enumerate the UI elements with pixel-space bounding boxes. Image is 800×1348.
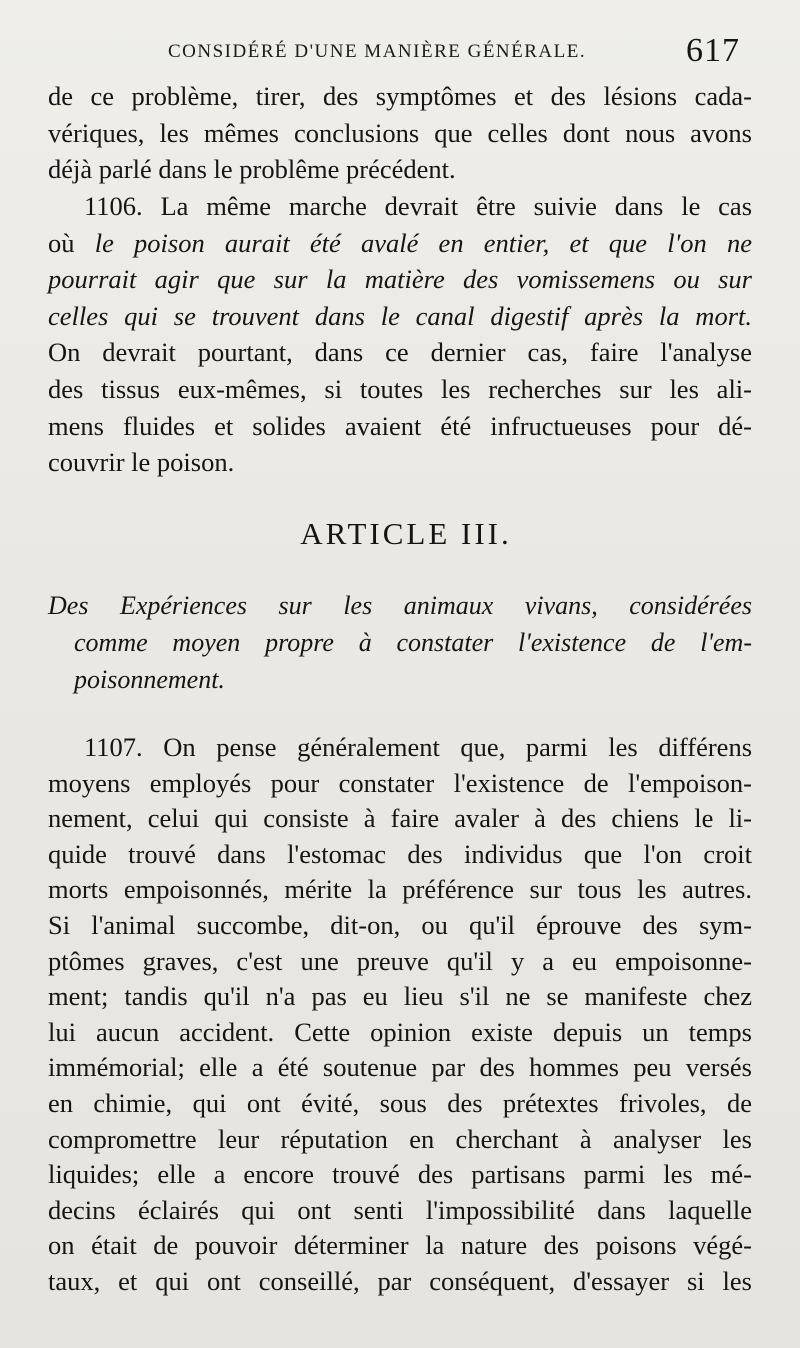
text-line [48, 225, 752, 262]
text-line [48, 188, 752, 225]
text-segment: La même marche devrait être suivie dans le cas [160, 191, 753, 221]
text-line: ment; tandis qu'il n'a pas eu lieu s'il ne se manifeste chez [48, 981, 752, 1012]
text-line: taux, et qui ont conseillé, par conséquent, d'essayer si les [48, 1265, 752, 1296]
text-line: compromettre leur réputation en cherchant à analyser les [48, 1123, 752, 1154]
text-line: quide trouvé dans l'estomac des individus que l'on croit [48, 838, 752, 869]
text-line: couvrir le poison. [48, 447, 235, 478]
text-line [48, 730, 752, 766]
subtitle-line: Des Expériences sur les animaux vivans, considérées [48, 591, 752, 620]
text-segment: On pense généralement que, parmi les différens [163, 732, 753, 762]
text-line: celles qui se trouvent dans le canal digestif après la mort. [48, 300, 752, 331]
text-line: on était de pouvoir déterminer la nature des poisons végé- [48, 1230, 752, 1261]
italic-segment: le poison aurait été avalé en entier, et que l'on ne [94, 227, 752, 258]
subtitle-line: comme moyen propre à constater l'existence de l'em- [74, 628, 752, 657]
text-line: vériques, les mêmes conclusions que celles dont nous avons [48, 117, 752, 148]
text-line: déjà parlé dans le problême précédent. [48, 154, 456, 185]
paragraph-1107 [48, 730, 752, 1300]
subtitle-line: poisonnement. [74, 665, 225, 694]
paragraph-1106 [48, 188, 752, 481]
text-line: immémorial; elle a été soutenue par des hommes peu versés [48, 1052, 752, 1083]
paragraph-number: 1106. [84, 191, 143, 221]
text-line: moyens employés pour constater l'existence de l'empoison- [48, 767, 752, 798]
text-line: ptômes graves, c'est une preuve qu'il y a eu empoisonne- [48, 945, 752, 976]
page-number: 617 [686, 32, 740, 69]
text-line: On devrait pourtant, dans ce dernier cas, faire l'analyse [48, 337, 752, 368]
text-line: mens fluides et solides avaient été infructueuses pour dé- [48, 410, 752, 441]
article-subtitle [48, 587, 752, 698]
text-line: liquides; elle a encore trouvé des partisans parmi les mé- [48, 1159, 752, 1190]
running-head: CONSIDÉRÉ D'UNE MANIÈRE GÉNÉRALE. [168, 41, 587, 62]
text-line: nement, celui qui consiste à faire avaler à des chiens le li- [48, 803, 752, 834]
text-line: lui aucun accident. Cette opinion existe depuis un temps [48, 1016, 752, 1047]
paragraph-continuation [48, 78, 752, 188]
article-heading: ARTICLE III. [300, 516, 512, 551]
text-line: Si l'animal succombe, dit-on, ou qu'il éprouve des sym- [48, 909, 752, 940]
paragraph-number: 1107. [84, 732, 143, 762]
text-line: des tissus eux-mêmes, si toutes les recherches sur les ali- [48, 373, 752, 404]
text-line: morts empoisonnés, mérite la préférence sur tous les autres. [48, 874, 752, 905]
text-line: decins éclairés qui ont senti l'impossibilité dans laquelle [48, 1194, 752, 1225]
text-segment: où [48, 227, 75, 258]
text-line: de ce problème, tirer, des symptômes et des lésions cada- [48, 81, 752, 111]
text-line: en chimie, qui ont évité, sous des prétextes frivoles, de [48, 1087, 752, 1118]
text-line: pourrait agir que sur la matière des vomissemens ou sur [48, 264, 752, 295]
